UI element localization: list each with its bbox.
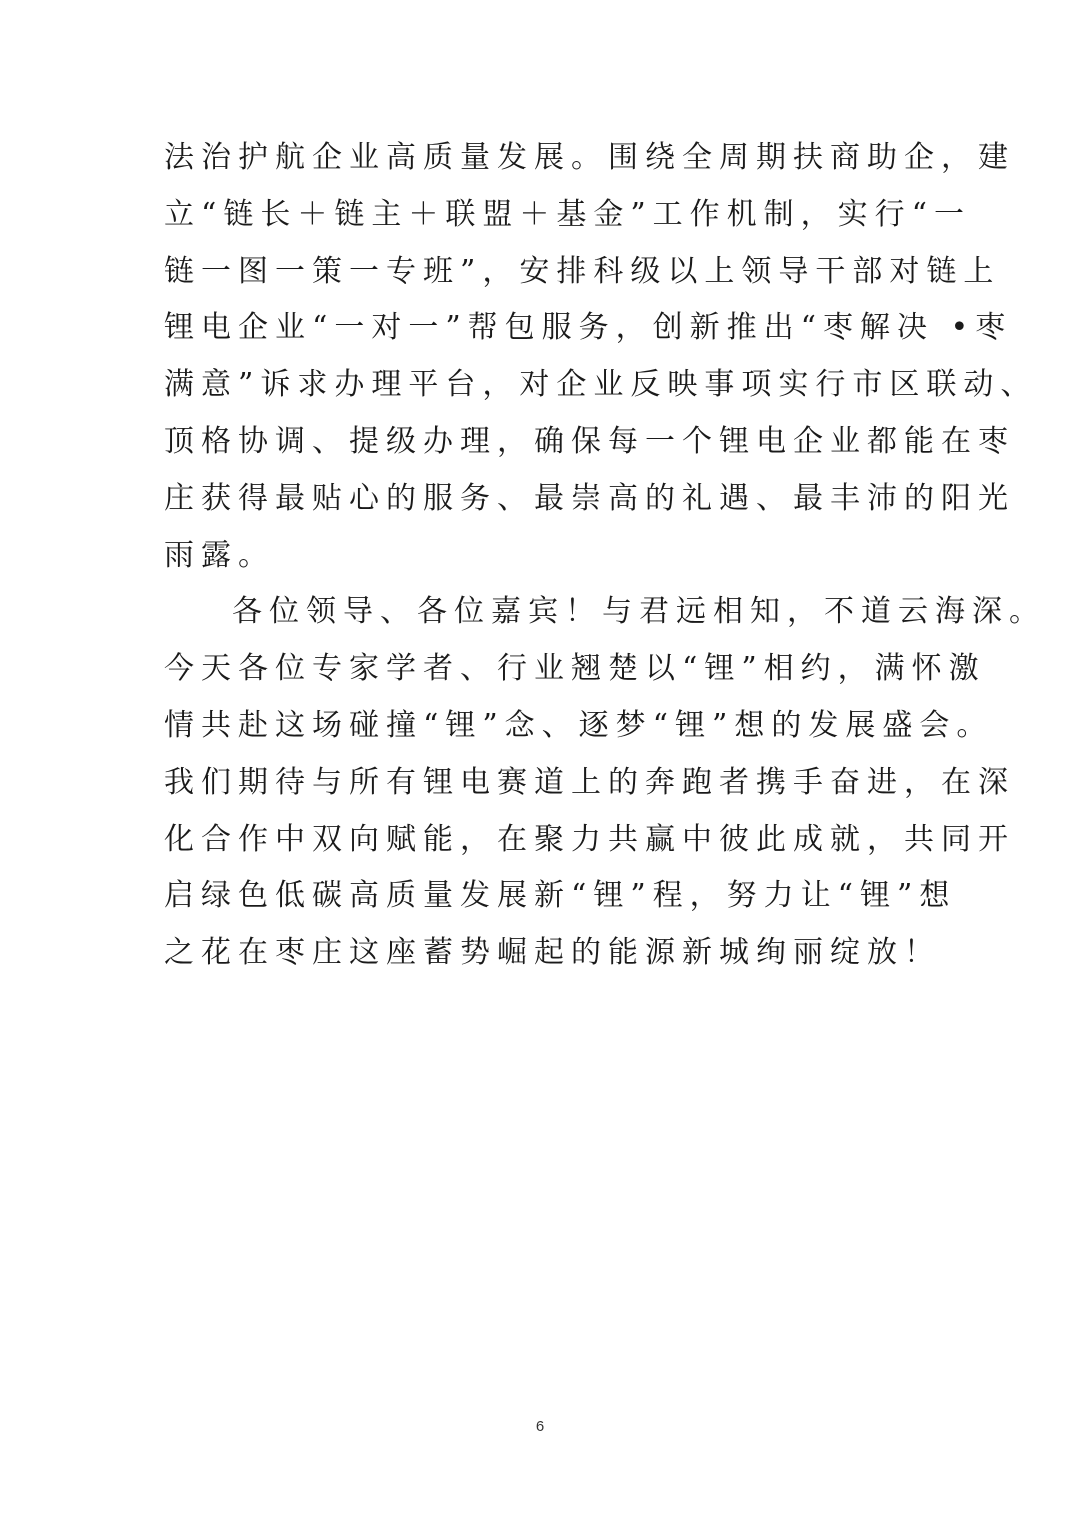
text-line: 之花在枣庄这座蓄势崛起的能源新城绚丽绽放！ xyxy=(164,935,941,971)
text-line: 顶格协调、提级办理，确保每一个锂电企业都能在枣 xyxy=(164,423,1015,459)
paragraph xyxy=(164,584,1046,982)
text-line: 各位领导、各位嘉宾！与君远相知，不道云海深。 xyxy=(232,594,1046,630)
text-line: 链一图一策一专班”，安排科级以上领导干部对链上 xyxy=(164,253,1001,289)
page-number: 6 xyxy=(535,1418,545,1435)
text-line: 启绿色低碳高质量发展新“锂”程，努力让“锂”想 xyxy=(164,878,957,914)
text-line: 锂电企业“一对一”帮包服务，创新推出“枣解决 •枣 xyxy=(164,310,1013,346)
text-line: 化合作中双向赋能，在聚力共赢中彼此成就，共同开 xyxy=(164,821,1015,857)
text-line: 雨露。 xyxy=(164,537,275,573)
text-line: 庄获得最贴心的服务、最崇高的礼遇、最丰沛的阳光 xyxy=(164,480,1015,516)
text-line: 情共赴这场碰撞“锂”念、逐梦“锂”想的发展盛会。 xyxy=(164,707,994,743)
document-body xyxy=(164,130,1046,982)
paragraph xyxy=(164,130,1038,584)
text-line: 我们期待与所有锂电赛道上的奔跑者携手奋进，在深 xyxy=(164,764,1015,800)
text-line: 立“链长＋链主＋联盟＋基金”工作机制，实行“一 xyxy=(164,196,972,232)
text-line: 今天各位专家学者、行业翘楚以“锂”相约，满怀激 xyxy=(164,651,986,687)
text-line: 法治护航企业高质量发展。围绕全周期扶商助企，建 xyxy=(164,140,1015,175)
text-line: 满意”诉求办理平台，对企业反映事项实行市区联动、 xyxy=(164,367,1038,403)
